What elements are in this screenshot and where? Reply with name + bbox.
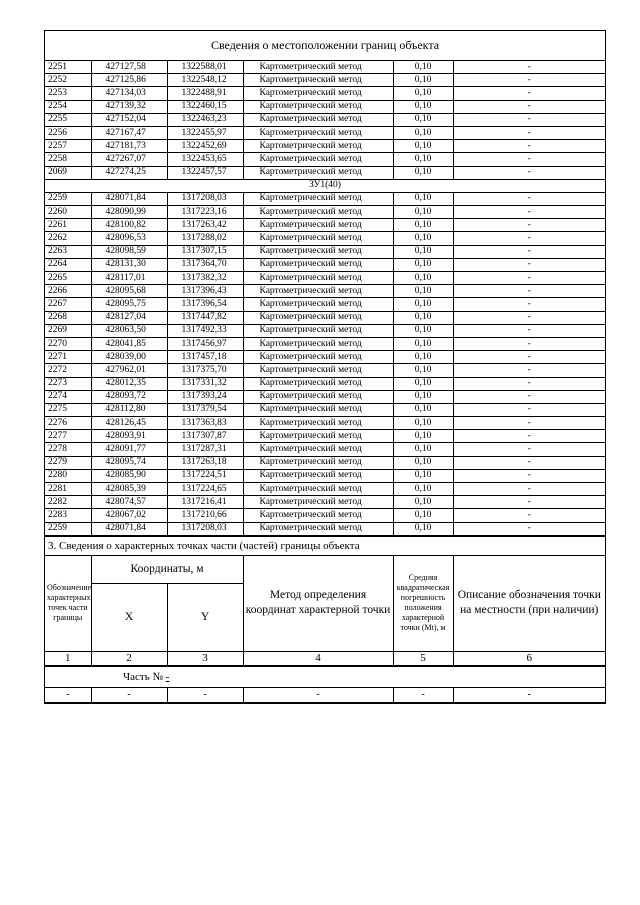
coord-x-cell: 428098,59 <box>91 245 167 258</box>
description-cell: - <box>453 87 605 100</box>
coord-y-cell: 1317393,24 <box>167 390 243 403</box>
table-row <box>45 430 605 443</box>
point-number-cell: 2265 <box>45 272 91 285</box>
table-row <box>45 140 605 153</box>
coord-y-cell: 1322488,91 <box>167 87 243 100</box>
mean-error-cell: 0,10 <box>393 219 453 232</box>
point-number-cell: 2279 <box>45 456 91 469</box>
mean-error-cell: 0,10 <box>393 298 453 311</box>
empty-cell: - <box>243 687 393 702</box>
method-cell: Картометрический метод <box>243 100 393 113</box>
table-row <box>45 298 605 311</box>
table-row <box>45 61 605 74</box>
coord-y-cell: 1317263,18 <box>167 456 243 469</box>
table-row <box>45 364 605 377</box>
table-row <box>45 285 605 298</box>
coord-x-cell: 427134,03 <box>91 87 167 100</box>
coord-x-cell: 428067,02 <box>91 509 167 522</box>
table-row <box>45 469 605 482</box>
mean-error-cell: 0,10 <box>393 153 453 166</box>
coord-y-cell: 1317457,18 <box>167 351 243 364</box>
column-number: 3 <box>167 651 243 665</box>
table-row <box>45 324 605 337</box>
method-cell: Картометрический метод <box>243 351 393 364</box>
point-number-cell: 2276 <box>45 417 91 430</box>
description-cell: - <box>453 324 605 337</box>
method-cell: Картометрический метод <box>243 219 393 232</box>
coord-x-cell: 427962,01 <box>91 364 167 377</box>
point-number-cell: 2252 <box>45 74 91 87</box>
description-cell: - <box>453 140 605 153</box>
part-number-line <box>45 666 605 687</box>
description-cell: - <box>453 285 605 298</box>
method-cell: Картометрический метод <box>243 483 393 496</box>
point-number-cell: 2254 <box>45 100 91 113</box>
point-number-cell: 2260 <box>45 206 91 219</box>
mean-error-cell: 0,10 <box>393 351 453 364</box>
coord-y-cell: 1322460,15 <box>167 100 243 113</box>
coord-x-cell: 427152,04 <box>91 113 167 126</box>
coord-y-cell: 1317379,54 <box>167 403 243 416</box>
method-cell: Картометрический метод <box>243 61 393 74</box>
point-number-cell: 2278 <box>45 443 91 456</box>
coord-y-cell: 1317447,82 <box>167 311 243 324</box>
table-row <box>45 272 605 285</box>
mean-error-cell: 0,10 <box>393 337 453 350</box>
point-number-cell: 2272 <box>45 364 91 377</box>
point-number-cell: 2281 <box>45 483 91 496</box>
mean-error-cell: 0,10 <box>393 285 453 298</box>
description-cell: - <box>453 390 605 403</box>
method-cell: Картометрический метод <box>243 272 393 285</box>
coord-x-cell: 427127,58 <box>91 61 167 74</box>
method-cell: Картометрический метод <box>243 206 393 219</box>
description-cell: - <box>453 100 605 113</box>
section-3-header-row <box>45 555 605 583</box>
point-number-cell: 2263 <box>45 245 91 258</box>
empty-cell: - <box>393 687 453 702</box>
coord-x-cell: 428126,45 <box>91 417 167 430</box>
table-row <box>45 456 605 469</box>
point-number-cell: 2267 <box>45 298 91 311</box>
point-number-cell: 2270 <box>45 337 91 350</box>
column-number: 4 <box>243 651 393 665</box>
method-cell: Картометрический метод <box>243 126 393 139</box>
mean-error-cell: 0,10 <box>393 245 453 258</box>
mean-error-cell: 0,10 <box>393 192 453 205</box>
mean-error-cell: 0,10 <box>393 509 453 522</box>
table-row <box>45 417 605 430</box>
method-cell: Картометрический метод <box>243 364 393 377</box>
description-cell: - <box>453 311 605 324</box>
coord-y-cell: 1322455,97 <box>167 126 243 139</box>
section-3-title: 3. Сведения о характерных точках части (частей) границы объекта <box>45 536 605 555</box>
header-coordinates: Координаты, м <box>91 555 243 583</box>
method-cell: Картометрический метод <box>243 456 393 469</box>
point-number-cell: 2257 <box>45 140 91 153</box>
method-cell: Картометрический метод <box>243 285 393 298</box>
table-row <box>45 126 605 139</box>
coord-x-cell: 428041,85 <box>91 337 167 350</box>
description-cell: - <box>453 272 605 285</box>
point-number-cell: 2282 <box>45 496 91 509</box>
coord-y-cell: 1317492,33 <box>167 324 243 337</box>
description-cell: - <box>453 298 605 311</box>
description-cell: - <box>453 403 605 416</box>
method-cell: Картометрический метод <box>243 258 393 271</box>
point-number-cell: 2283 <box>45 509 91 522</box>
coord-y-cell: 1317396,43 <box>167 285 243 298</box>
point-number-cell: 2280 <box>45 469 91 482</box>
point-number-cell: 2069 <box>45 166 91 179</box>
coord-x-cell: 428131,30 <box>91 258 167 271</box>
description-cell: - <box>453 61 605 74</box>
description-cell: - <box>453 166 605 179</box>
coord-x-cell: 428074,57 <box>91 496 167 509</box>
table-row <box>45 245 605 258</box>
mean-error-cell: 0,10 <box>393 377 453 390</box>
mean-error-cell: 0,10 <box>393 496 453 509</box>
coord-x-cell: 428127,04 <box>91 311 167 324</box>
mean-error-cell: 0,10 <box>393 483 453 496</box>
coord-x-cell: 427267,07 <box>91 153 167 166</box>
table-row <box>45 496 605 509</box>
coord-y-cell: 1317363,83 <box>167 417 243 430</box>
point-number-cell: 2264 <box>45 258 91 271</box>
subheader-row <box>45 179 605 192</box>
method-cell: Картометрический метод <box>243 140 393 153</box>
mean-error-cell: 0,10 <box>393 100 453 113</box>
method-cell: Картометрический метод <box>243 153 393 166</box>
description-cell: - <box>453 377 605 390</box>
mean-error-cell: 0,10 <box>393 206 453 219</box>
method-cell: Картометрический метод <box>243 232 393 245</box>
method-cell: Картометрический метод <box>243 509 393 522</box>
description-cell: - <box>453 456 605 469</box>
method-cell: Картометрический метод <box>243 443 393 456</box>
method-cell: Картометрический метод <box>243 298 393 311</box>
coord-y-cell: 1317287,31 <box>167 443 243 456</box>
point-number-cell: 2273 <box>45 377 91 390</box>
method-cell: Картометрический метод <box>243 496 393 509</box>
mean-error-cell: 0,10 <box>393 126 453 139</box>
mean-error-cell: 0,10 <box>393 417 453 430</box>
mean-error-cell: 0,10 <box>393 272 453 285</box>
coord-x-cell: 427181,73 <box>91 140 167 153</box>
coord-x-cell: 428117,01 <box>91 272 167 285</box>
method-cell: Картометрический метод <box>243 390 393 403</box>
table-row <box>45 351 605 364</box>
coord-x-cell: 428112,80 <box>91 403 167 416</box>
point-number-cell: 2268 <box>45 311 91 324</box>
description-cell: - <box>453 364 605 377</box>
coord-y-cell: 1322453,65 <box>167 153 243 166</box>
points-table-body-a <box>45 61 605 179</box>
coord-y-cell: 1322548,12 <box>167 74 243 87</box>
description-cell: - <box>453 469 605 482</box>
coord-y-cell: 1322463,23 <box>167 113 243 126</box>
table-row <box>45 192 605 205</box>
method-cell: Картометрический метод <box>243 166 393 179</box>
mean-error-cell: 0,10 <box>393 443 453 456</box>
header-mean-error: Средняя квадратическая погрешность положения характерной точки (Mt), м <box>393 555 453 651</box>
method-cell: Картометрический метод <box>243 403 393 416</box>
table-row <box>45 219 605 232</box>
mean-error-cell: 0,10 <box>393 324 453 337</box>
coord-x-cell: 427139,32 <box>91 100 167 113</box>
coord-x-cell: 428093,91 <box>91 430 167 443</box>
coord-x-cell: 428085,90 <box>91 469 167 482</box>
coord-x-cell: 428096,53 <box>91 232 167 245</box>
mean-error-cell: 0,10 <box>393 430 453 443</box>
coord-y-cell: 1317307,87 <box>167 430 243 443</box>
mean-error-cell: 0,10 <box>393 311 453 324</box>
description-cell: - <box>453 258 605 271</box>
coord-x-cell: 427274,25 <box>91 166 167 179</box>
coord-x-cell: 428090,99 <box>91 206 167 219</box>
table-row <box>45 377 605 390</box>
empty-cell: - <box>453 687 605 702</box>
mean-error-cell: 0,10 <box>393 166 453 179</box>
points-table <box>45 61 605 536</box>
mean-error-cell: 0,10 <box>393 232 453 245</box>
coord-y-cell: 1317382,32 <box>167 272 243 285</box>
header-point-designation: Обозначение характерных точек части границы <box>45 555 91 651</box>
method-cell: Картометрический метод <box>243 113 393 126</box>
column-number: 1 <box>45 651 91 665</box>
method-cell: Картометрический метод <box>243 430 393 443</box>
points-table-body-b <box>45 192 605 535</box>
description-cell: - <box>453 351 605 364</box>
coord-x-cell: 427125,86 <box>91 74 167 87</box>
point-number-cell: 2274 <box>45 390 91 403</box>
point-number-cell: 2275 <box>45 403 91 416</box>
method-cell: Картометрический метод <box>243 377 393 390</box>
coord-y-cell: 1317216,41 <box>167 496 243 509</box>
coord-y-cell: 1322588,01 <box>167 61 243 74</box>
coord-x-cell: 428085,39 <box>91 483 167 496</box>
method-cell: Картометрический метод <box>243 337 393 350</box>
description-cell: - <box>453 74 605 87</box>
mean-error-cell: 0,10 <box>393 74 453 87</box>
table-row <box>45 74 605 87</box>
coord-y-cell: 1317288,02 <box>167 232 243 245</box>
table-row <box>45 390 605 403</box>
section-3-table <box>45 555 605 666</box>
coord-y-cell: 1317307,15 <box>167 245 243 258</box>
part-number-label: Часть № <box>123 670 163 683</box>
point-number-cell: 2262 <box>45 232 91 245</box>
coord-y-cell: 1317208,03 <box>167 192 243 205</box>
table-row <box>45 258 605 271</box>
section-3-empty-table <box>45 687 605 703</box>
point-number-cell: 2256 <box>45 126 91 139</box>
coord-y-cell: 1317375,70 <box>167 364 243 377</box>
empty-cell: - <box>167 687 243 702</box>
coord-x-cell: 428039,00 <box>91 351 167 364</box>
coord-x-cell: 428093,72 <box>91 390 167 403</box>
method-cell: Картометрический метод <box>243 417 393 430</box>
method-cell: Картометрический метод <box>243 469 393 482</box>
table-row <box>45 337 605 350</box>
table-row <box>45 206 605 219</box>
subheader-label: ЗУ1(40) <box>45 179 605 192</box>
coord-x-cell: 428095,74 <box>91 456 167 469</box>
mean-error-cell: 0,10 <box>393 61 453 74</box>
points-table-subheader-group <box>45 179 605 192</box>
coord-x-cell: 428012,35 <box>91 377 167 390</box>
coord-y-cell: 1317364,70 <box>167 258 243 271</box>
column-numbers-row <box>45 651 605 665</box>
point-number-cell: 2253 <box>45 87 91 100</box>
empty-cell: - <box>45 687 91 702</box>
table-row <box>45 403 605 416</box>
description-cell: - <box>453 443 605 456</box>
header-method: Метод определения координат характерной точки <box>243 555 393 651</box>
description-cell: - <box>453 522 605 535</box>
method-cell: Картометрический метод <box>243 245 393 258</box>
coord-x-cell: 428071,84 <box>91 522 167 535</box>
coord-y-cell: 1317456,97 <box>167 337 243 350</box>
description-cell: - <box>453 496 605 509</box>
point-number-cell: 2277 <box>45 430 91 443</box>
header-x: X <box>91 583 167 651</box>
table-row <box>45 311 605 324</box>
description-cell: - <box>453 126 605 139</box>
description-cell: - <box>453 219 605 232</box>
point-number-cell: 2255 <box>45 113 91 126</box>
document-frame <box>44 30 606 704</box>
description-cell: - <box>453 245 605 258</box>
table-row <box>45 509 605 522</box>
table-row <box>45 166 605 179</box>
description-cell: - <box>453 232 605 245</box>
description-cell: - <box>453 113 605 126</box>
coord-y-cell: 1317396,54 <box>167 298 243 311</box>
table-row <box>45 522 605 535</box>
mean-error-cell: 0,10 <box>393 456 453 469</box>
point-number-cell: 2271 <box>45 351 91 364</box>
column-number: 2 <box>91 651 167 665</box>
document-title: Сведения о местоположении границ объекта <box>45 31 605 61</box>
coord-y-cell: 1322452,69 <box>167 140 243 153</box>
header-y: Y <box>167 583 243 651</box>
table-row <box>45 153 605 166</box>
table-row <box>45 100 605 113</box>
description-cell: - <box>453 337 605 350</box>
column-number: 6 <box>453 651 605 665</box>
point-number-cell: 2266 <box>45 285 91 298</box>
mean-error-cell: 0,10 <box>393 469 453 482</box>
method-cell: Картометрический метод <box>243 192 393 205</box>
coord-x-cell: 428100,82 <box>91 219 167 232</box>
point-number-cell: 2259 <box>45 192 91 205</box>
description-cell: - <box>453 206 605 219</box>
description-cell: - <box>453 483 605 496</box>
description-cell: - <box>453 417 605 430</box>
coord-x-cell: 427167,47 <box>91 126 167 139</box>
point-number-cell: 2269 <box>45 324 91 337</box>
coord-y-cell: 1317210,66 <box>167 509 243 522</box>
table-row <box>45 483 605 496</box>
coord-x-cell: 428095,68 <box>91 285 167 298</box>
mean-error-cell: 0,10 <box>393 403 453 416</box>
point-number-cell: 2258 <box>45 153 91 166</box>
mean-error-cell: 0,10 <box>393 522 453 535</box>
coord-y-cell: 1322457,57 <box>167 166 243 179</box>
description-cell: - <box>453 430 605 443</box>
description-cell: - <box>453 153 605 166</box>
table-row <box>45 232 605 245</box>
table-row <box>45 443 605 456</box>
mean-error-cell: 0,10 <box>393 140 453 153</box>
table-row <box>45 87 605 100</box>
method-cell: Картометрический метод <box>243 87 393 100</box>
method-cell: Картометрический метод <box>243 324 393 337</box>
method-cell: Картометрический метод <box>243 311 393 324</box>
column-number: 5 <box>393 651 453 665</box>
coord-x-cell: 428091,77 <box>91 443 167 456</box>
point-number-cell: 2261 <box>45 219 91 232</box>
mean-error-cell: 0,10 <box>393 113 453 126</box>
coord-x-cell: 428063,50 <box>91 324 167 337</box>
coord-x-cell: 428095,75 <box>91 298 167 311</box>
mean-error-cell: 0,10 <box>393 258 453 271</box>
header-description: Описание обозначения точки на местности (при наличии) <box>453 555 605 651</box>
method-cell: Картометрический метод <box>243 74 393 87</box>
mean-error-cell: 0,10 <box>393 87 453 100</box>
description-cell: - <box>453 509 605 522</box>
part-number-value: - <box>165 670 170 683</box>
empty-row <box>45 687 605 702</box>
description-cell: - <box>453 192 605 205</box>
coord-y-cell: 1317263,42 <box>167 219 243 232</box>
method-cell: Картометрический метод <box>243 522 393 535</box>
coord-y-cell: 1317331,32 <box>167 377 243 390</box>
coord-x-cell: 428071,84 <box>91 192 167 205</box>
mean-error-cell: 0,10 <box>393 364 453 377</box>
mean-error-cell: 0,10 <box>393 390 453 403</box>
coord-y-cell: 1317223,16 <box>167 206 243 219</box>
point-number-cell: 2259 <box>45 522 91 535</box>
table-row <box>45 113 605 126</box>
coord-y-cell: 1317224,51 <box>167 469 243 482</box>
empty-cell: - <box>91 687 167 702</box>
coord-y-cell: 1317224,65 <box>167 483 243 496</box>
coord-y-cell: 1317208,03 <box>167 522 243 535</box>
point-number-cell: 2251 <box>45 61 91 74</box>
